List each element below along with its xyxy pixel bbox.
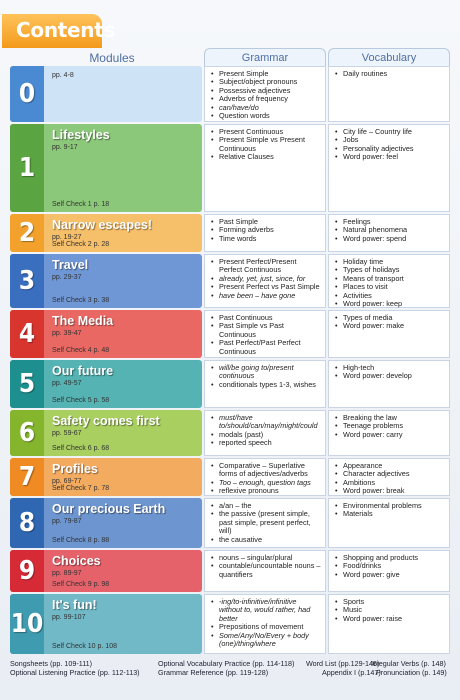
list-item: • Relative Clauses <box>211 153 321 161</box>
list-item: • Subject/object pronouns <box>211 78 321 86</box>
grammar-cell <box>204 360 326 408</box>
grammar-cell-list <box>205 215 325 243</box>
list-item: • Prepositions of movement <box>211 623 321 631</box>
module-row-1 <box>10 124 452 212</box>
grammar-cell <box>204 458 326 496</box>
list-item: • Present Simple <box>211 70 321 78</box>
list-item: • Holiday time <box>335 258 445 266</box>
module-info <box>44 214 202 252</box>
module-cell[interactable] <box>10 66 202 122</box>
module-cell[interactable] <box>10 214 202 252</box>
module-row-7 <box>10 458 452 496</box>
module-cell[interactable] <box>10 310 202 358</box>
module-cell[interactable] <box>10 124 202 212</box>
module-row-0 <box>10 66 452 122</box>
list-item: • already, yet, just, since, for <box>211 275 321 283</box>
module-cell[interactable] <box>10 594 202 654</box>
module-cell[interactable] <box>10 360 202 408</box>
grammar-cell-list <box>205 459 325 496</box>
list-item: • Word power: break <box>335 487 445 495</box>
module-number: 6 <box>10 410 44 456</box>
list-item: • Past Simple vs Past Continuous <box>211 322 321 339</box>
module-number: 5 <box>10 360 44 408</box>
module-number: 3 <box>10 254 44 308</box>
module-info <box>44 550 202 592</box>
module-pages: pp. 9-17 <box>52 144 78 151</box>
list-item: • Some/Any/No/Every + body (one)/thing/where <box>211 632 321 649</box>
header-grammar: Grammar <box>204 48 326 68</box>
module-info <box>44 66 202 122</box>
list-item: • Present Perfect vs Past Simple <box>211 283 321 291</box>
footer-grammar-reference[interactable]: Grammar Reference (pp. 119-128) <box>158 668 269 677</box>
grammar-cell <box>204 594 326 654</box>
list-item: • Breaking the law <box>335 414 445 422</box>
module-title: Our precious Earth <box>52 502 166 516</box>
list-item: • City life – Country life <box>335 128 445 136</box>
module-number: 7 <box>10 458 44 496</box>
module-cell[interactable] <box>10 498 202 548</box>
list-item: • Present Simple vs Present Continuous <box>211 136 321 153</box>
grammar-cell-list <box>205 551 325 579</box>
list-item: • Daily routines <box>335 70 445 78</box>
vocabulary-cell <box>328 66 450 122</box>
list-item: • the causative <box>211 536 321 544</box>
list-item: • Present Perfect/Present Perfect Continuous <box>211 258 321 275</box>
grammar-cell <box>204 310 326 358</box>
list-item: • Too – enough, question tags <box>211 479 321 487</box>
list-item: • Sports <box>335 598 445 606</box>
list-item: • Word power: raise <box>335 615 445 623</box>
footer-irregular-verbs[interactable]: Irregular Verbs (p. 148) <box>372 659 446 668</box>
vocabulary-cell <box>328 214 450 252</box>
module-title: Travel <box>52 258 89 272</box>
module-pages: pp. 4-8 <box>52 72 74 79</box>
module-self-check: Self Check 8 p. 88 <box>52 537 110 544</box>
grammar-cell-list <box>205 311 325 356</box>
list-item: • Word power: spend <box>335 235 445 243</box>
list-item: • the passive (present simple, past simple, present perfect, will) <box>211 510 321 535</box>
list-item: • Ambitions <box>335 479 445 487</box>
module-info <box>44 498 202 548</box>
module-info <box>44 360 202 408</box>
list-item: • Appearance <box>335 462 445 470</box>
list-item: • modals (past) <box>211 431 321 439</box>
module-row-9 <box>10 550 452 592</box>
module-number: 0 <box>10 66 44 122</box>
list-item: • a/an – the <box>211 502 321 510</box>
module-row-5 <box>10 360 452 408</box>
list-item: • Shopping and products <box>335 554 445 562</box>
footer-optional-listening[interactable]: Optional Listening Practice (pp. 112-113) <box>10 668 140 677</box>
list-item: • Music <box>335 606 445 614</box>
module-info <box>44 410 202 456</box>
page-title: Contents <box>16 18 116 42</box>
list-item: • Jobs <box>335 136 445 144</box>
list-item: • Forming adverbs <box>211 226 321 234</box>
module-row-6 <box>10 410 452 456</box>
module-info <box>44 458 202 496</box>
list-item: • Feelings <box>335 218 445 226</box>
vocabulary-cell-list <box>329 125 449 162</box>
vocabulary-cell <box>328 254 450 308</box>
vocabulary-cell <box>328 458 450 496</box>
module-pages: pp. 39-47 <box>52 330 82 337</box>
grammar-cell-list <box>205 361 325 389</box>
module-row-2 <box>10 214 452 252</box>
list-item: • countable/uncountable nouns – quantifiers <box>211 562 321 579</box>
module-pages: pp. 29-37 <box>52 274 82 281</box>
list-item: • will/be going to/present continuous <box>211 364 321 381</box>
vocabulary-cell-list <box>329 255 449 308</box>
module-self-check: Self Check 2 p. 28 <box>52 241 110 248</box>
list-item: • Food/drinks <box>335 562 445 570</box>
vocabulary-cell-list <box>329 311 449 331</box>
vocabulary-cell <box>328 498 450 548</box>
module-self-check: Self Check 3 p. 38 <box>52 297 110 304</box>
list-item: • can/have/do <box>211 104 321 112</box>
vocabulary-cell <box>328 310 450 358</box>
list-item: • Types of holidays <box>335 266 445 274</box>
module-self-check: Self Check 5 p. 58 <box>52 397 110 404</box>
module-self-check: Self Check 6 p. 68 <box>52 445 110 452</box>
grammar-cell <box>204 254 326 308</box>
header-modules: Modules <box>89 51 135 65</box>
module-number: 2 <box>10 214 44 252</box>
list-item: • Means of transport <box>335 275 445 283</box>
list-item: • Personality adjectives <box>335 145 445 153</box>
module-title: It's fun! <box>52 598 97 612</box>
list-item: • High-tech <box>335 364 445 372</box>
grammar-cell <box>204 66 326 122</box>
list-item: • Time words <box>211 235 321 243</box>
footer-appendix[interactable]: Appendix I (p.147) <box>322 668 381 677</box>
vocabulary-cell-list <box>329 459 449 496</box>
vocabulary-cell <box>328 594 450 654</box>
module-cell[interactable] <box>10 550 202 592</box>
list-item: • Environmental problems <box>335 502 445 510</box>
module-number: 1 <box>10 124 44 212</box>
vocabulary-cell-list <box>329 551 449 579</box>
vocabulary-cell-list <box>329 499 449 519</box>
list-item: • Past Continuous <box>211 314 321 322</box>
module-pages: pp. 99-107 <box>52 614 86 621</box>
module-number: 9 <box>10 550 44 592</box>
grammar-cell-list <box>205 499 325 544</box>
list-item: • reported speech <box>211 439 321 447</box>
module-title: Narrow escapes! <box>52 218 153 232</box>
module-number: 8 <box>10 498 44 548</box>
vocabulary-cell-list <box>329 67 449 78</box>
footer-word-list[interactable]: Word List (pp.129-146) <box>306 659 380 668</box>
module-pages: pp. 59-67 <box>52 430 82 437</box>
module-info <box>44 310 202 358</box>
footer-pronunciation[interactable]: Pronunciation (p. 149) <box>376 668 447 677</box>
module-pages: pp. 19-27 <box>52 234 82 241</box>
module-cell[interactable] <box>10 254 202 308</box>
grammar-cell-list <box>205 67 325 120</box>
module-number: 10 <box>10 594 44 654</box>
footer-songsheets[interactable]: Songsheets (pp. 109-111) <box>10 659 93 668</box>
module-pages: pp. 49-57 <box>52 380 82 387</box>
list-item: • Word power: develop <box>335 372 445 380</box>
list-item: • Types of media <box>335 314 445 322</box>
vocabulary-cell-list <box>329 411 449 439</box>
module-title: Safety comes first <box>52 414 160 428</box>
module-self-check: Self Check 10 p. 108 <box>52 643 117 650</box>
module-cell[interactable] <box>10 458 202 496</box>
module-pages: pp. 79-87 <box>52 518 82 525</box>
module-pages: pp. 89-97 <box>52 570 82 577</box>
list-item: • Question words <box>211 112 321 120</box>
grammar-cell-list <box>205 125 325 162</box>
vocabulary-cell <box>328 360 450 408</box>
list-item: • Activities <box>335 292 445 300</box>
list-item: • Present Continuous <box>211 128 321 136</box>
list-item: • Comparative – Superlative forms of adjectives/adverbs <box>211 462 321 479</box>
grammar-cell <box>204 498 326 548</box>
list-item: • -ing/to-infinitive/infinitive without to, would rather, had better <box>211 598 321 623</box>
list-item: • Places to visit <box>335 283 445 291</box>
list-item: • reflexive pronouns <box>211 487 321 495</box>
vocabulary-cell <box>328 410 450 456</box>
table-header <box>10 48 450 68</box>
list-item: • Past Perfect/Past Perfect Continuous <box>211 339 321 356</box>
list-item: • Adverbs of frequency <box>211 95 321 103</box>
header-vocabulary: Vocabulary <box>328 48 450 68</box>
vocabulary-cell <box>328 550 450 592</box>
vocabulary-cell <box>328 124 450 212</box>
grammar-cell-list <box>205 595 325 648</box>
grammar-cell-list <box>205 411 325 448</box>
module-title: Choices <box>52 554 101 568</box>
grammar-cell <box>204 410 326 456</box>
list-item: • Natural phenomena <box>335 226 445 234</box>
list-item: • Character adjectives <box>335 470 445 478</box>
module-info <box>44 124 202 212</box>
module-title: Profiles <box>52 462 98 476</box>
module-info <box>44 594 202 654</box>
module-info <box>44 254 202 308</box>
module-row-10 <box>10 594 452 654</box>
list-item: • Past Simple <box>211 218 321 226</box>
list-item: • Teenage problems <box>335 422 445 430</box>
vocabulary-cell-list <box>329 215 449 243</box>
vocabulary-cell-list <box>329 361 449 381</box>
list-item: • must/have to/should/can/may/might/could <box>211 414 321 431</box>
list-item: • Word power: carry <box>335 431 445 439</box>
module-row-3 <box>10 254 452 308</box>
module-self-check: Self Check 1 p. 18 <box>52 201 110 208</box>
module-self-check: Self Check 4 p. 48 <box>52 347 110 354</box>
module-number: 4 <box>10 310 44 358</box>
grammar-cell <box>204 550 326 592</box>
list-item: • Word power: make <box>335 322 445 330</box>
grammar-cell <box>204 214 326 252</box>
list-item: • Materials <box>335 510 445 518</box>
module-row-4 <box>10 310 452 358</box>
list-item: • Word power: give <box>335 571 445 579</box>
module-title: The Media <box>52 314 114 328</box>
module-pages: pp. 69-77 <box>52 478 82 485</box>
footer-optional-vocabulary[interactable]: Optional Vocabulary Practice (pp. 114-118) <box>158 659 295 668</box>
module-cell[interactable] <box>10 410 202 456</box>
module-title: Lifestyles <box>52 128 110 142</box>
module-self-check: Self Check 9 p. 98 <box>52 581 110 588</box>
list-item: • Word power: feel <box>335 153 445 161</box>
vocabulary-cell-list <box>329 595 449 623</box>
grammar-cell <box>204 124 326 212</box>
list-item: • conditionals types 1-3, wishes <box>211 381 321 389</box>
grammar-cell-list <box>205 255 325 300</box>
list-item: • Possessive adjectives <box>211 87 321 95</box>
list-item: • nouns – singular/plural <box>211 554 321 562</box>
module-title: Our future <box>52 364 114 378</box>
module-row-8 <box>10 498 452 548</box>
module-self-check: Self Check 7 p. 78 <box>52 485 110 492</box>
list-item: • Word power: keep <box>335 300 445 308</box>
contents-title-tab <box>2 14 116 48</box>
list-item: • have been – have gone <box>211 292 321 300</box>
